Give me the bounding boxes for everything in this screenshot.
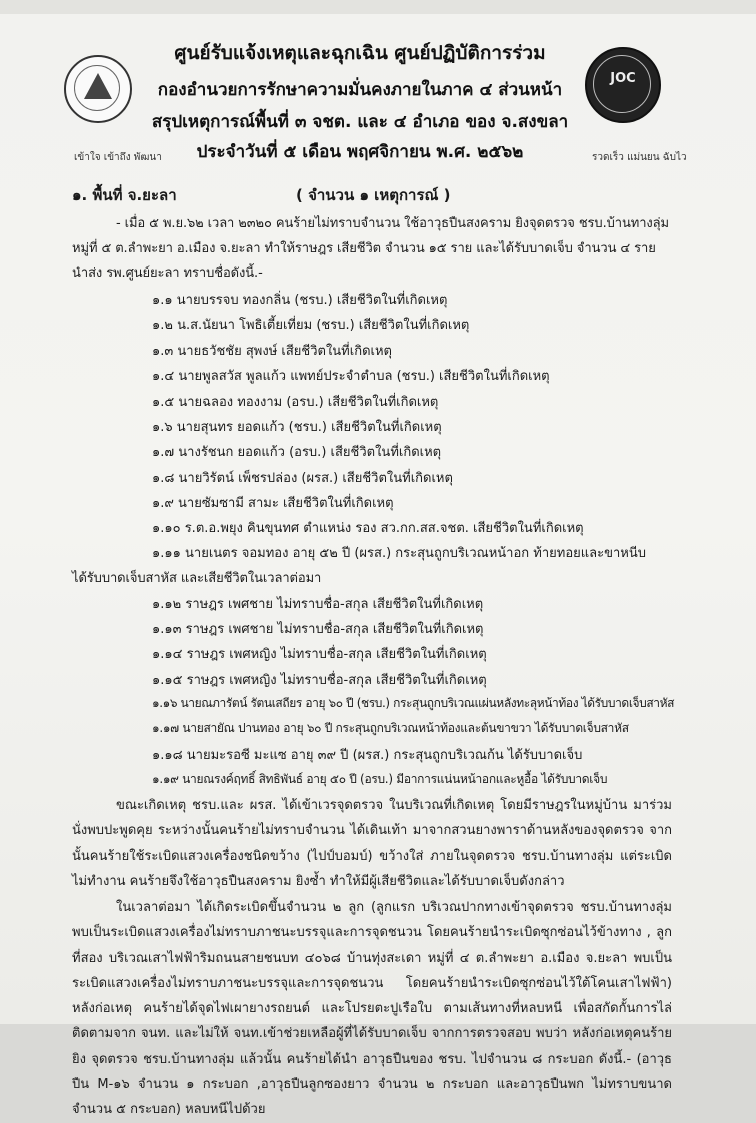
joc-logo: [585, 47, 661, 123]
page-top-edge: [0, 0, 756, 14]
victim-item: ๑.๑๖ นายณภารัตน์ รัตนเสถียร อายุ ๖๐ ปี (ชรบ.) กระสุนถูกบริเวณแผ่นหลังทะลุหน้าท้อง ได้รับบาดเจ็บสาหัส: [152, 696, 675, 710]
header-line-3: สรุปเหตุการณ์พื้นที่ ๓ จชต. และ ๔ อำเภอ ของ จ.สงขลา: [151, 112, 569, 132]
left-motto: เข้าใจ เข้าถึง พัฒนา: [74, 152, 162, 163]
victim-item: ๑.๑๓ ราษฎร เพศชาย ไม่ทราบชื่อ-สกุล เสียชีวิตในที่เกิดเหตุ: [152, 622, 484, 637]
joc-logo-text: JOC: [610, 71, 636, 86]
header-line-2: กองอำนวยการรักษาความมั่นคงภายในภาค ๔ ส่วนหน้า: [157, 80, 563, 100]
victim-item: ๑.๑๘ นายมะรอซี มะแซ อายุ ๓๙ ปี (ผรส.) กระสุนถูกบริเวณก้น ได้รับบาดเจ็บ: [152, 748, 583, 763]
victim-item: ๑.๑๑ นายเนตร จอมทอง อายุ ๕๒ ปี (ผรส.) กระสุนถูกบริเวณหน้าอก ท้ายทอยและขาหนีบ: [152, 546, 646, 561]
header-line-1: ศูนย์รับแจ้งเหตุและฉุกเฉิน ศูนย์ปฏิบัติการร่วม: [174, 42, 546, 64]
victim-item: ๑.๑๒ ราษฎร เพศชาย ไม่ทราบชื่อ-สกุล เสียชีวิตในที่เกิดเหตุ: [152, 597, 484, 612]
victim-item: ๑.๖ นายสุนทร ยอดแก้ว (ชรบ.) เสียชีวิตในที่เกิดเหตุ: [152, 420, 442, 435]
victim-item: ๑.๓ นายธวัชชัย สุพงษ์ เสียชีวิตในที่เกิดเหตุ: [152, 344, 392, 359]
paragraph-explosions: [72, 895, 672, 1118]
intro-line-3: นำส่ง รพ.ศูนย์ยะลา ทราบชื่อดังนี้.-: [72, 266, 263, 281]
victim-item: ๑.๑๐ ร.ต.อ.พยุง คินขุนทศ ตำแหน่ง รอง สว.กก.สส.จชต. เสียชีวิตในที่เกิดเหตุ: [152, 521, 584, 536]
victim-item: ๑.๑๗ นายสายัณ ปานทอง อายุ ๖๐ ปี กระสุนถูกบริเวณหน้าท้องและต้นขาขวา ได้รับบาดเจ็บสาหัส: [152, 721, 629, 735]
victim-item: ๑.๑๕ ราษฎร เพศหญิง ไม่ทราบชื่อ-สกุล เสียชีวิตในที่เกิดเหตุ: [152, 673, 487, 688]
header-line-4: ประจำวันที่ ๕ เดือน พฤศจิกายน พ.ศ. ๒๕๖๒: [196, 142, 524, 162]
victim-item: ๑.๔ นายพูลสวัส พูลแก้ว แพทย์ประจำตำบล (ชรบ.) เสียชีวิตในที่เกิดเหตุ: [152, 369, 550, 384]
section-title: ๑. พื้นที่ จ.ยะลา: [72, 186, 177, 204]
intro-line-1: - เมื่อ ๕ พ.ย.๖๒ เวลา ๒๓๒๐ คนร้ายไม่ทราบจำนวน ใช้อาวุธปืนสงคราม ยิงจุดตรวจ ชรบ.บ้านทางลุ่ม: [116, 216, 669, 231]
victim-item: ๑.๗ นางรัชนก ยอดแก้ว (อรบ.) เสียชีวิตในที่เกิดเหตุ: [152, 445, 442, 460]
right-motto: รวดเร็ว แม่นยน ฉับไว: [592, 152, 687, 163]
paragraph-1-text: ขณะเกิดเหตุ ชรบ.และ ผรส. ได้เข้าเวรจุดตรวจ ในบริเวณที่เกิดเหตุ โดยมีราษฎรในหมู่บ้าน มาร่วมนั่งพบปะพูดคุย ระหว่างนั้นคนร้ายไม่ทราบจำนวน ได้เดินเท้า มาจากสวนยางพาราด้านหลังของจุดตรวจ จากนั้นคนร้ายใช้ระเบิดแสวงเครื่องชนิดขว้าง (ไปป์บอมบ์) ขว้างใส่ ภายในจุดตรวจ ชรบ.บ้านทางลุ่ม แต่ระเบิดไม่ทำงาน คนร้ายจึงใช้อาวุธปืนสงคราม ยิงซ้ำ ทำให้มีผู้เสียชีวิตและได้รับบาดเจ็บดังกล่าว: [72, 798, 672, 889]
victim-item: ๑.๘ นายวิรัตน์ เพ็ชรปล่อง (ผรส.) เสียชีวิตในที่เกิดเหตุ: [152, 471, 453, 486]
seal-emblem: [84, 73, 112, 99]
victim-item: ๑.๕ นายฉลอง ทองงาม (อรบ.) เสียชีวิตในที่เกิดเหตุ: [152, 395, 439, 410]
victim-item: ๑.๑ นายบรรจบ ทองกลิ่น (ชรบ.) เสียชีวิตในที่เกิดเหตุ: [152, 293, 448, 308]
victim-item: ๑.๑๔ ราษฎร เพศหญิง ไม่ทราบชื่อ-สกุล เสียชีวิตในที่เกิดเหตุ: [152, 647, 487, 662]
paragraph-2-text: ในเวลาต่อมา ได้เกิดระเบิดขึ้นจำนวน ๒ ลูก (ลูกแรก บริเวณปากทางเข้าจุดตรวจ ชรบ.บ้านทางลุ่ม พบเป็นระเบิดแสวงเครื่องไม่ทราบภาชนะบรรจุและการจุดชนวน โดยคนร้ายนำระเบิดซุกซ่อนไว้ข้างทาง , ลูกที่สอง บริเวณเสาไฟฟ้าริมถนนสายชนบท ๔๐๖๘ บ้านทุ่งสะเดา หมู่ที่ ๔ ต.ลำพะยา อ.เมือง จ.ยะลา พบเป็นระเบิดแสวงเครื่องไม่ทราบภาชนะบรรจุและการจุดชนวน โดยคนร้ายนำระเบิดซุกซ่อนไว้ใต้โคนเสาไฟฟ้า) หลังก่อเหตุ คนร้ายได้จุดไฟเผายางรถยนต์ และโปรยตะปูเรือใบ ตามเส้นทางที่หลบหนี เพื่อสกัดกั้นการไล่ติดตามจาก จนท. และไม่ให้ จนท.เข้าช่วยเหลือผู้ที่ได้รับบาดเจ็บ จากการตรวจสอบ พบว่า หลังก่อเหตุคนร้ายยิง จุดตรวจ ชรบ.บ้านทางลุ่ม แล้วนั้น คนร้ายได้นำ อาวุธปืนของ ชรบ. ไปจำนวน ๘ กระบอก ดังนี้.- (อาวุธปืน M-๑๖ จำนวน ๑ กระบอก ,อาวุธปืนลูกซองยาว จำนวน ๒ กระบอก และอาวุธปืนพก ไม่ทราบขนาด จำนวน ๕ กระบอก) หลบหนีไปด้วย: [72, 900, 672, 1118]
victim-item-continuation: ได้รับบาดเจ็บสาหัส และเสียชีวิตในเวลาต่อมา: [72, 571, 322, 586]
victim-item: ๑.๑๙ นายณรงค์ฤทธิ์ สิทธิพันธ์ อายุ ๕๐ ปี (อรบ.) มีอาการแน่นหน้าอกและหูอื้อ ได้รับบาดเจ็บ: [152, 772, 608, 786]
intro-line-2: หมู่ที่ ๕ ต.ลำพะยา อ.เมือง จ.ยะลา ทำให้ราษฎร เสียชีวิต จำนวน ๑๕ ราย และได้รับบาดเจ็บ จำนวน ๔ ราย: [72, 241, 656, 256]
section-event-count: ( จำนวน ๑ เหตุการณ์ ): [296, 186, 451, 204]
paragraph-incident-description: [72, 793, 672, 894]
victim-item: ๑.๒ น.ส.นัยนา โพธิเตี้ยเที่ยม (ชรบ.) เสียชีวิตในที่เกิดเหตุ: [152, 318, 470, 333]
left-seal-logo: [64, 55, 132, 123]
victim-item: ๑.๙ นายซัมซามี สามะ เสียชีวิตในที่เกิดเหตุ: [152, 496, 394, 511]
